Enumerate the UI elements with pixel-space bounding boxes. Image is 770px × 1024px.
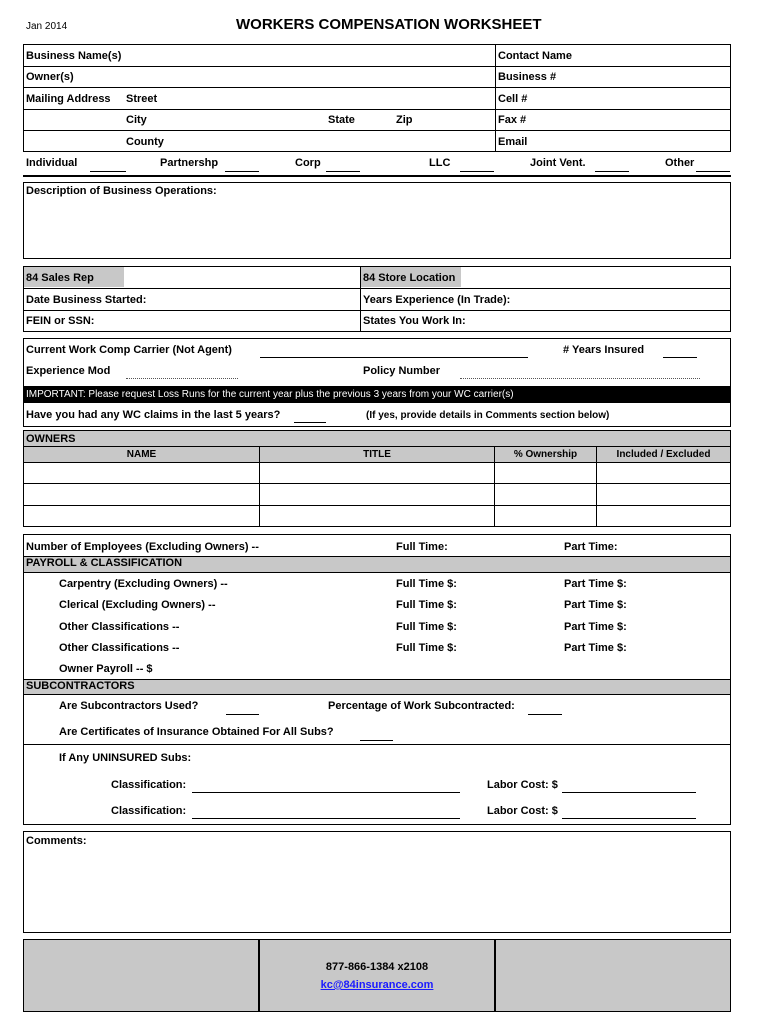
comments-label: Comments: xyxy=(26,835,87,847)
payroll-row-label: Other Classifications -- xyxy=(59,621,180,633)
payroll-row-full: Full Time $: xyxy=(396,578,457,590)
claims-field[interactable] xyxy=(294,412,326,423)
street-label: Street xyxy=(126,93,158,105)
payroll-row-full: Full Time $: xyxy=(396,621,457,633)
claims-note: (If yes, provide details in Comments section below) xyxy=(366,410,610,421)
cell-number-label: Cell # xyxy=(498,93,528,105)
payroll-row-label: Carpentry (Excluding Owners) -- xyxy=(59,578,228,590)
footer-phone: 877-866-1384 x2108 xyxy=(325,961,429,973)
fax-number-label: Fax # xyxy=(498,114,527,126)
owner-payroll-label: Owner Payroll -- $ xyxy=(59,663,153,675)
form-date: Jan 2014 xyxy=(26,21,68,32)
employees-full-time: Full Time: xyxy=(396,541,448,553)
percentage-field[interactable] xyxy=(528,704,562,715)
payroll-row-part: Part Time $: xyxy=(564,578,627,590)
payroll-row-full: Full Time $: xyxy=(396,642,457,654)
experience-mod-field[interactable] xyxy=(126,368,238,379)
other-blank[interactable] xyxy=(696,161,730,172)
joint-venture-blank[interactable] xyxy=(595,161,629,172)
policy-number-field[interactable] xyxy=(460,368,700,379)
states-label: States You Work In: xyxy=(363,315,466,327)
zip-label: Zip xyxy=(396,114,413,126)
page-title: WORKERS COMPENSATION WORKSHEET xyxy=(236,16,542,33)
entity-joint-venture: Joint Vent. xyxy=(530,157,586,169)
payroll-row-full: Full Time $: xyxy=(396,599,457,611)
owners-col-included: Included / Excluded xyxy=(616,449,711,460)
classification-label: Classification: xyxy=(111,805,187,817)
entity-other: Other xyxy=(665,157,695,169)
owners-col-title: TITLE xyxy=(363,449,391,460)
owners-label: Owner(s) xyxy=(26,71,74,83)
experience-mod-label: Experience Mod xyxy=(26,365,111,377)
uninsured-label: If Any UNINSURED Subs: xyxy=(59,752,192,764)
certificates-field[interactable] xyxy=(360,730,393,741)
important-note: IMPORTANT: Please request Loss Runs for the current year plus the previous 3 years from your WC carrier(s) xyxy=(26,389,514,400)
comments-box[interactable] xyxy=(23,831,731,933)
subs-used-label: Are Subcontractors Used? xyxy=(59,700,199,712)
classification-field[interactable] xyxy=(192,808,460,819)
claims-question: Have you had any WC claims in the last 5 years? xyxy=(26,409,281,421)
llc-blank[interactable] xyxy=(460,161,494,172)
payroll-row-part: Part Time $: xyxy=(564,621,627,633)
entity-llc: LLC xyxy=(429,157,451,169)
years-insured-field[interactable] xyxy=(663,347,697,358)
county-label: County xyxy=(126,136,164,148)
classification-label: Classification: xyxy=(111,779,187,791)
employees-part-time: Part Time: xyxy=(564,541,618,553)
state-label: State xyxy=(328,114,355,126)
payroll-row-part: Part Time $: xyxy=(564,642,627,654)
payroll-row-label: Other Classifications -- xyxy=(59,642,180,654)
payroll-row-label: Clerical (Excluding Owners) -- xyxy=(59,599,216,611)
payroll-section-title: PAYROLL & CLASSIFICATION xyxy=(26,557,183,569)
entity-corp: Corp xyxy=(295,157,321,169)
email-label: Email xyxy=(498,136,528,148)
subs-used-field[interactable] xyxy=(226,704,259,715)
current-carrier-field[interactable] xyxy=(260,347,528,358)
policy-number-label: Policy Number xyxy=(363,365,441,377)
years-experience-label: Years Experience (In Trade): xyxy=(363,294,511,306)
years-insured-label: # Years Insured xyxy=(563,344,645,356)
fein-label: FEIN or SSN: xyxy=(26,315,95,327)
labor-cost-label: Labor Cost: $ xyxy=(487,779,558,791)
date-started-label: Date Business Started: xyxy=(26,294,147,306)
labor-cost-field[interactable] xyxy=(562,782,696,793)
mailing-address-label: Mailing Address xyxy=(26,93,111,105)
corp-blank[interactable] xyxy=(326,161,360,172)
individual-blank[interactable] xyxy=(90,161,126,172)
business-names-label: Business Name(s) xyxy=(26,50,122,62)
num-employees-label: Number of Employees (Excluding Owners) -- xyxy=(26,541,259,553)
labor-cost-label: Labor Cost: $ xyxy=(487,805,558,817)
city-label: City xyxy=(126,114,147,126)
current-carrier-label: Current Work Comp Carrier (Not Agent) xyxy=(26,344,232,356)
classification-field[interactable] xyxy=(192,782,460,793)
owners-section-title: OWNERS xyxy=(26,433,76,445)
sales-rep-label: 84 Sales Rep xyxy=(26,272,94,284)
percentage-label: Percentage of Work Subcontracted: xyxy=(328,700,515,712)
business-number-label: Business # xyxy=(498,71,557,83)
labor-cost-field[interactable] xyxy=(562,808,696,819)
owners-col-ownership: % Ownership xyxy=(513,449,578,460)
subcontractors-section-title: SUBCONTRACTORS xyxy=(26,680,135,692)
footer-email-link[interactable]: kc@84insurance.com xyxy=(320,979,434,991)
entity-partnership: Partnershp xyxy=(160,157,219,169)
store-location-label: 84 Store Location xyxy=(363,272,456,284)
payroll-row-part: Part Time $: xyxy=(564,599,627,611)
partnership-blank[interactable] xyxy=(225,161,259,172)
footer xyxy=(23,939,731,1012)
contact-name-label: Contact Name xyxy=(498,50,572,62)
owners-col-name: NAME xyxy=(126,449,157,460)
certificates-label: Are Certificates of Insurance Obtained For All Subs? xyxy=(59,726,334,738)
description-label: Description of Business Operations: xyxy=(26,185,217,197)
entity-individual: Individual xyxy=(26,157,78,169)
